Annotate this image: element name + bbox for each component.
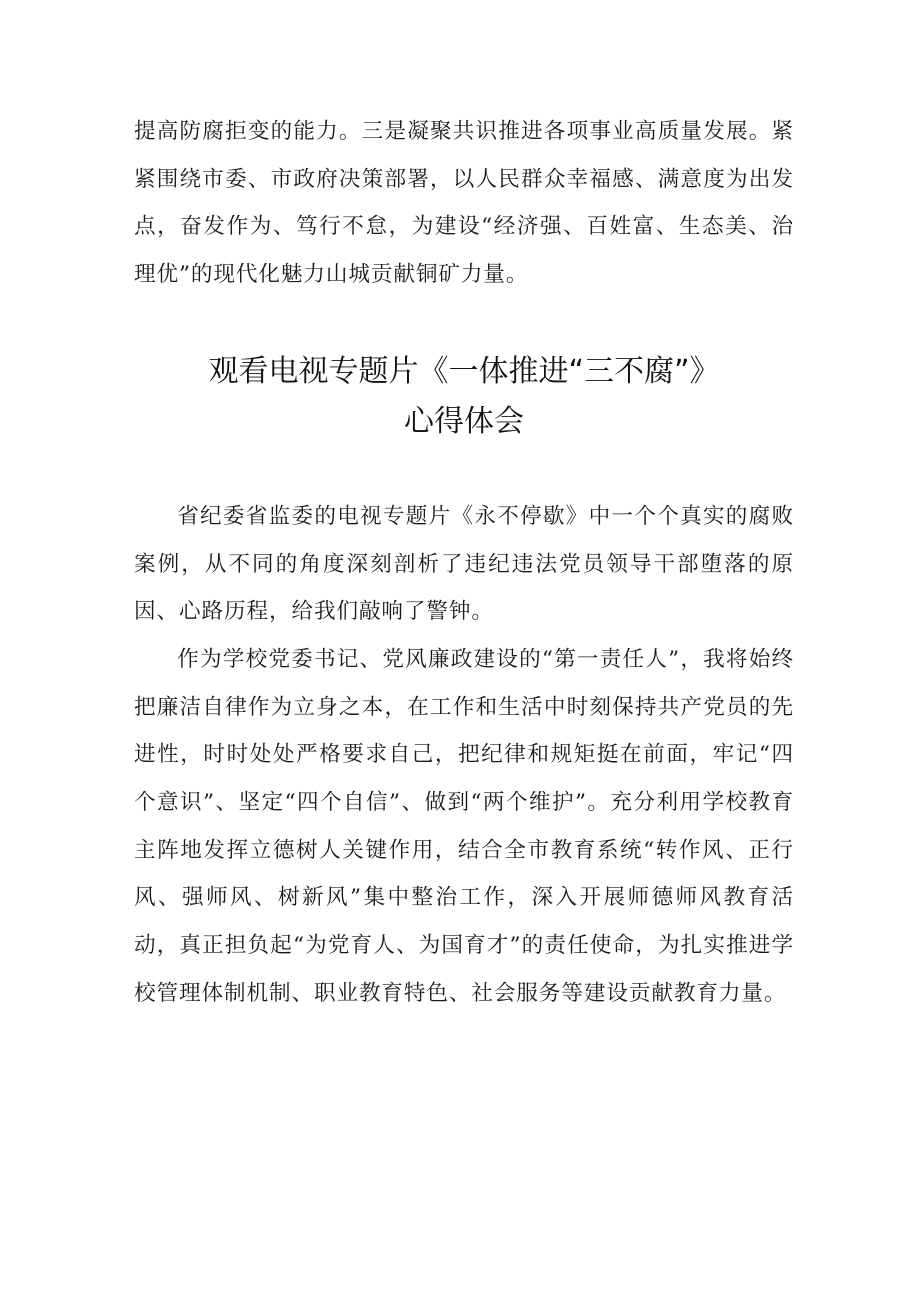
title-line-2: 心得体会 [404, 403, 524, 439]
body-paragraph-2: 作为学校党委书记、党风廉政建设的“第一责任人”，我将始终把廉洁自律作为立身之本，在工作和生活中时刻保持共产党员的先进性，时时处处严格要求自己，把纪律和规矩挺在前面，牢记“四个意识”、坚定“四个自信”、做到“两个维护”。充分利用学校教育主阵地发挥立德树人关键作用，结合全市教育系统“转作风、正行风、强师风、树新风”集中整治工作，深入开展师德师风教育活动，真正担负起“为党育人、为国育才”的责任使命，为扎实推进学校管理体制机制、职业教育特色、社会服务等建设贡献教育力量。 [134, 646, 794, 1006]
title-line-1: 观看电视专题片《一体推进“三不腐”》 [208, 353, 720, 389]
intro-paragraph: 提高防腐拒变的能力。三是凝聚共识推进各项事业高质量发展。紧紧围绕市委、市政府决策部署，以人民群众幸福感、满意度为出发点，奋发作为、笃行不怠，为建设“经济强、百姓富、生态美、治理优”的现代化魅力山城贡献铜矿力量。 [134, 119, 794, 288]
body-paragraph-1: 省纪委省监委的电视专题片《永不停歇》中一个个真实的腐败案例，从不同的角度深刻剖析了违纪违法党员领导干部堕落的原因、心路历程，给我们敲响了警钟。 [134, 503, 794, 625]
document-body [134, 108, 794, 1018]
article-title [134, 347, 794, 447]
